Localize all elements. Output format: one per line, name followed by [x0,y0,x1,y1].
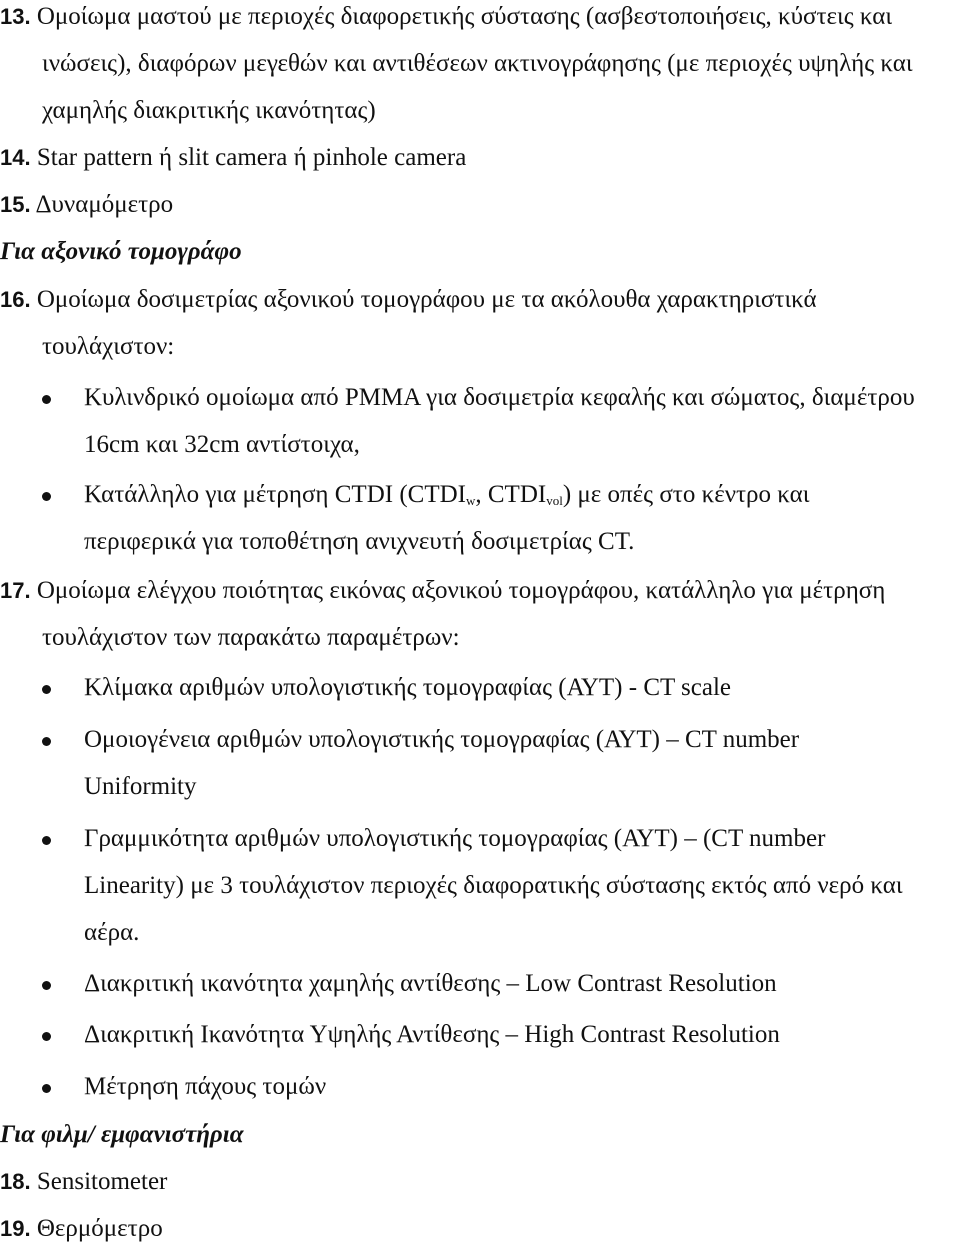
item-17-bullet-2-line-1: Ομοιογένεια αριθμών υπολογιστικής τομογραφίας (ΑΥΤ) – CT number [84,726,800,753]
item-13-text-1: Ομοίωμα μαστού με περιοχές διαφορετικής σύστασης (ασβεστοποιήσεις, κύστεις και [36,3,893,30]
bullet-icon [42,492,51,501]
item-19 [0,1214,163,1244]
bullet-icon [42,836,51,845]
bullet-icon [42,395,51,404]
item-17-bullet-3-line-1: Γραμμικότητα αριθμών υπολογιστικής τομογραφίας (ΑΥΤ) – (CT number [84,825,826,852]
item-16-bullet-1-line-1: Κυλινδρικό ομοίωμα από PMMA για δοσιμετρία κεφαλής και σώματος, διαμέτρου [84,384,915,411]
heading-film: Για φιλμ/ εμφανιστήρια [0,1121,244,1148]
ctdi-label: Κατάλληλο για μέτρηση CTDI (CTDI [84,481,466,508]
item-19-text: Θερμόμετρο [36,1215,163,1242]
ctdi-vol-label: , CTDI [475,481,547,508]
item-18-text: Sensitometer [36,1168,168,1195]
bullet-icon [42,1084,51,1093]
bullet-icon [42,1032,51,1041]
item-17-number: 17. [0,578,31,603]
bullet-icon [42,685,51,694]
item-17-bullet-6: Μέτρηση πάχους τομών [84,1073,327,1100]
item-17-bullet-3-line-3: αέρα. [84,919,140,946]
item-17-text-1: Ομοίωμα ελέγχου ποιότητας εικόνας αξονικού τομογράφου, κατάλληλο για μέτρηση [36,577,886,604]
bullet-icon [42,981,51,990]
item-15-text: Δυναμόμετρο [35,191,174,218]
item-17-bullet-2-line-2: Uniformity [84,773,197,800]
item-17-line-1 [0,576,885,606]
heading-ct: Για αξονικό τομογράφο [0,238,242,265]
item-16-number: 16. [0,287,31,312]
item-16-bullet-2-line-2: περιφερικά για τοποθέτηση ανιχνευτή δοσιμετρίας CT. [84,528,635,555]
ctdi-w-subscript: w [465,493,476,508]
item-16-bullet-2-line-1 [84,480,809,516]
item-14 [0,143,466,173]
item-17-text-2: τουλάχιστον των παρακάτω παραμέτρων: [42,624,460,651]
ctdi-suffix: ) με οπές στο κέντρο και [562,481,810,508]
item-16-line-1 [0,285,817,315]
item-13-text-2: ινώσεις), διαφόρων μεγεθών και αντιθέσεων ακτινογράφησης (με περιοχές υψηλής και [42,50,913,77]
item-14-text: Star pattern ή slit camera ή pinhole camera [36,144,467,171]
item-17-bullet-5: Διακριτική Ικανότητα Υψηλής Αντίθεσης – High Contrast Resolution [84,1021,780,1048]
ctdi-vol-subscript: vol [546,493,563,508]
item-13-line-1 [0,2,892,32]
item-17-bullet-3-line-2: Linearity) με 3 τουλάχιστον περιοχές διαφορατικής σύστασης εκτός από νερό και [84,872,903,899]
item-18 [0,1167,167,1197]
item-16-text-2: τουλάχιστον: [42,333,175,360]
item-15 [0,190,173,220]
item-16-bullet-1-line-2: 16cm και 32cm αντίστοιχα, [84,431,360,458]
item-19-number: 19. [0,1216,31,1241]
item-17-bullet-4: Διακριτική ικανότητα χαμηλής αντίθεσης – Low Contrast Resolution [84,970,777,997]
item-14-number: 14. [0,145,31,170]
item-16-text-1: Ομοίωμα δοσιμετρίας αξονικού τομογράφου με τα ακόλουθα χαρακτηριστικά [36,286,817,313]
item-18-number: 18. [0,1169,31,1194]
item-17-bullet-1: Κλίμακα αριθμών υπολογιστικής τομογραφίας (ΑΥΤ) - CT scale [84,674,732,701]
bullet-icon [42,737,51,746]
item-13-text-3: χαμηλής διακριτικής ικανότητας) [42,97,376,124]
item-15-number: 15. [0,192,31,217]
item-13-number: 13. [0,4,31,29]
